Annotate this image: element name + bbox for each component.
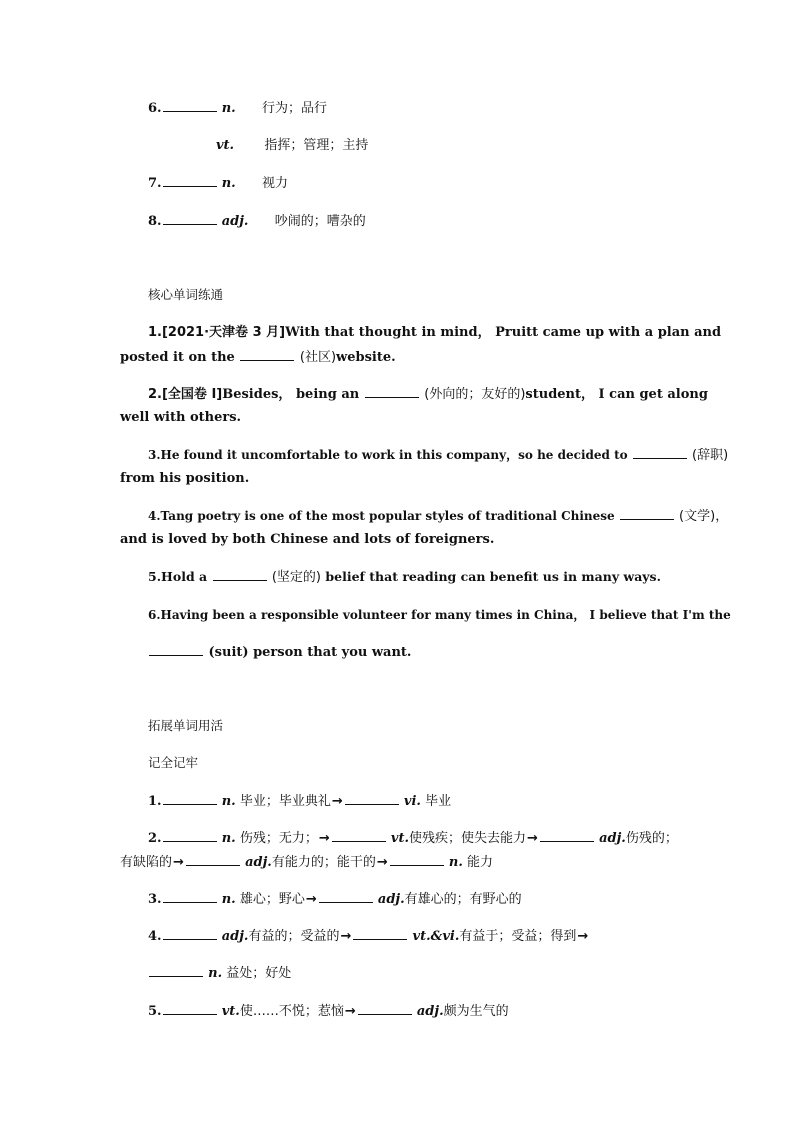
meaning: 使残疾；使失去能力	[409, 831, 527, 846]
answer-blank[interactable]	[365, 386, 419, 398]
part-of-speech: adj.	[221, 929, 249, 944]
meaning: 指挥；管理；主持	[264, 138, 369, 153]
meaning: 有益的；受益的	[248, 929, 340, 944]
meaning: 毕业	[425, 794, 452, 809]
meaning: 视力	[261, 176, 288, 191]
part-of-speech: vt.	[390, 831, 409, 846]
chinese-hint: (坚定的)	[271, 570, 322, 585]
arrow-icon: →	[577, 929, 589, 944]
meaning: 伤残的；	[625, 831, 678, 846]
expand-item-5	[148, 1003, 509, 1020]
question-text: With that thought in mind， Pruitt came up with a plan and	[285, 325, 722, 340]
expand-item-2-line-2	[120, 854, 493, 871]
section-heading-core: 核心单词练通	[148, 287, 224, 302]
meaning: 有能力的；能干的	[271, 855, 376, 870]
answer-blank[interactable]	[358, 1003, 412, 1015]
answer-blank[interactable]	[186, 854, 240, 866]
arrow-icon: →	[340, 929, 352, 944]
expand-item-2-line-1	[148, 830, 678, 847]
arrow-icon: →	[305, 892, 317, 907]
answer-blank[interactable]	[345, 793, 399, 805]
part-of-speech: vt.&vi.	[412, 929, 460, 944]
arrow-icon: →	[173, 855, 184, 870]
part-of-speech: adj.	[245, 855, 272, 870]
part-of-speech: adj.	[221, 214, 249, 229]
question-text: belief that reading can benefit us in many ways.	[325, 569, 661, 584]
item-number: 1.	[148, 794, 162, 809]
expand-item-4-line-2	[148, 965, 291, 982]
expand-item-1	[148, 793, 451, 810]
question-4-line-2: and is loved by both Chinese and lots of foreigners.	[120, 532, 495, 547]
part-of-speech: adj.	[416, 1004, 444, 1019]
question-text: (suit) person that you want.	[208, 645, 412, 660]
subheading-memorize: 记全记牢	[148, 755, 199, 770]
answer-blank[interactable]	[353, 928, 407, 940]
question-6-line-1: 6.Having been a responsible volunteer for many times in China， I believe that I'm the	[148, 608, 731, 622]
arrow-icon: →	[376, 855, 388, 870]
question-text: Besides， being an	[222, 387, 360, 402]
answer-blank[interactable]	[332, 830, 386, 842]
question-1-line-1	[148, 325, 722, 341]
answer-blank[interactable]	[163, 891, 217, 903]
question-3-line-1	[148, 447, 728, 464]
item-number: 2.	[148, 831, 162, 846]
meaning: 有雄心的；有野心的	[404, 892, 522, 907]
meaning: 吵闹的；嘈杂的	[274, 214, 366, 229]
answer-blank[interactable]	[149, 644, 203, 656]
answer-blank[interactable]	[240, 349, 294, 361]
question-1-line-2	[120, 349, 396, 366]
part-of-speech: vt.	[216, 138, 235, 153]
item-number: 4.	[148, 929, 162, 944]
item-number: 5.	[148, 1004, 162, 1019]
part-of-speech: adj.	[377, 892, 405, 907]
meaning: 使……不悦；惹恼	[239, 1004, 344, 1019]
meaning: 益处；好处	[226, 966, 292, 981]
answer-blank[interactable]	[213, 569, 267, 581]
meaning: 有益于；受益；得到	[459, 929, 577, 944]
arrow-icon: →	[331, 794, 343, 809]
answer-blank[interactable]	[390, 854, 444, 866]
part-of-speech: adj.	[599, 831, 626, 846]
arrow-icon: →	[318, 831, 330, 846]
meaning: 伤残；无力；	[239, 831, 318, 846]
arrow-icon: →	[527, 831, 538, 846]
question-2-line-1	[148, 386, 708, 403]
part-of-speech: n.	[448, 855, 463, 870]
meaning: 行为；品行	[261, 101, 327, 116]
expand-item-4-line-1	[148, 928, 589, 945]
meaning: 雄心；野心	[239, 892, 305, 907]
question-text: posted it on the	[120, 350, 235, 365]
question-4-line-1	[148, 508, 728, 525]
item-number: 6.	[148, 101, 162, 116]
item-number: 3.	[148, 892, 162, 907]
question-text: website.	[336, 350, 396, 365]
part-of-speech: n.	[221, 794, 236, 809]
question-source: 2.[全国卷 Ⅰ]	[148, 387, 223, 402]
question-3-line-2: from his position.	[120, 471, 250, 486]
question-6-line-2	[148, 644, 411, 661]
part-of-speech: n.	[208, 966, 223, 981]
question-source: 1.[2021·天津卷 3 月]	[148, 325, 286, 340]
answer-blank[interactable]	[319, 891, 373, 903]
answer-blank[interactable]	[540, 830, 594, 842]
part-of-speech: n.	[221, 176, 236, 191]
answer-blank[interactable]	[633, 447, 687, 459]
question-5	[148, 569, 661, 586]
answer-blank[interactable]	[163, 830, 217, 842]
part-of-speech: n.	[221, 101, 236, 116]
meaning: 能力	[467, 855, 494, 870]
part-of-speech: vt.	[221, 1004, 240, 1019]
meaning: 颇为生气的	[443, 1004, 509, 1019]
section-heading-expand: 拓展单词用活	[148, 718, 224, 733]
chinese-hint: (辞职)	[692, 448, 729, 463]
vocab-item-7	[148, 175, 288, 192]
answer-blank[interactable]	[163, 100, 217, 112]
vocab-item-6	[148, 100, 327, 117]
question-text: 4.Tang poetry is one of the most popular styles of traditional Chinese	[148, 509, 615, 523]
question-text: 5.Hold a	[148, 569, 208, 584]
vocab-item-6-second-sense	[216, 138, 368, 154]
chinese-hint: (社区)	[299, 350, 337, 365]
question-text: student， I can get along	[525, 387, 708, 402]
answer-blank[interactable]	[163, 928, 217, 940]
answer-blank[interactable]	[163, 175, 217, 187]
meaning: 有缺陷的	[120, 855, 173, 870]
vocab-item-8	[148, 213, 366, 230]
answer-blank[interactable]	[163, 213, 217, 225]
chinese-hint: (外向的；友好的)	[424, 387, 526, 402]
question-text: 3.He found it uncomfortable to work in this company，so he decided to	[148, 448, 628, 462]
arrow-icon: →	[344, 1004, 356, 1019]
answer-blank[interactable]	[163, 1003, 217, 1015]
item-number: 8.	[148, 214, 162, 229]
question-2-line-2: well with others.	[120, 410, 242, 425]
answer-blank[interactable]	[163, 793, 217, 805]
answer-blank[interactable]	[149, 965, 203, 977]
part-of-speech: vi.	[403, 794, 421, 809]
meaning: 毕业；毕业典礼	[239, 794, 331, 809]
answer-blank[interactable]	[620, 508, 674, 520]
chinese-hint: (文学)，	[679, 509, 729, 524]
part-of-speech: n.	[221, 831, 236, 846]
expand-item-3	[148, 891, 522, 908]
item-number: 7.	[148, 176, 162, 191]
part-of-speech: n.	[221, 892, 236, 907]
